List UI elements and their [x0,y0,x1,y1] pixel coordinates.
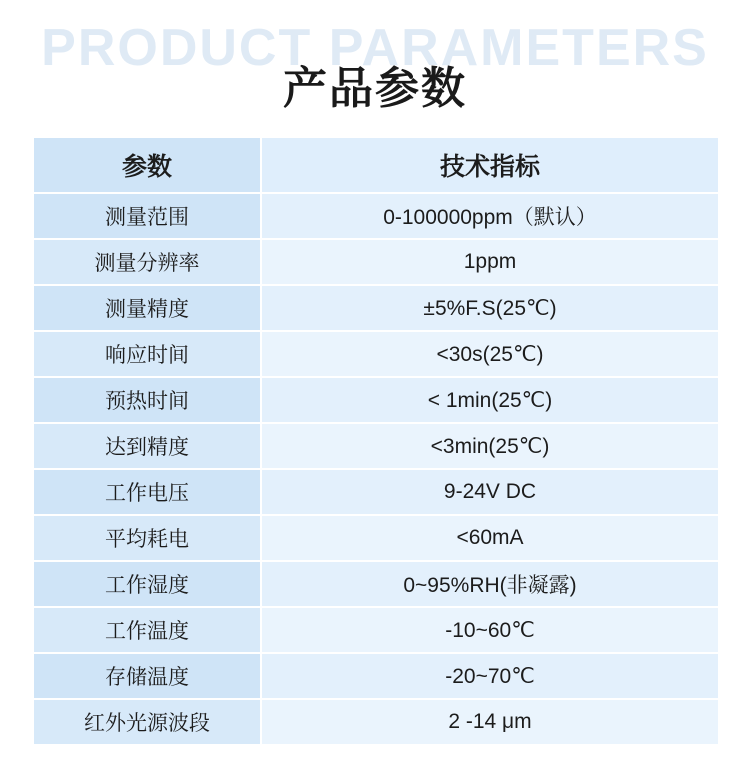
table-row [34,700,718,744]
row-param-name: 工作温度 [34,608,260,652]
row-param-name: 红外光源波段 [34,700,260,744]
row-param-value: < 1min(25℃) [262,378,718,422]
row-param-value: -10~60℃ [262,608,718,652]
row-param-value: ±5%F.S(25℃) [262,286,718,330]
row-param-value: 0~95%RH(非凝露) [262,562,718,606]
table-header-spec: 技术指标 [262,138,718,192]
table-row [34,562,718,606]
table-row [34,424,718,468]
row-param-value: <3min(25℃) [262,424,718,468]
parameters-table-wrapper [32,136,718,746]
table-row [34,654,718,698]
row-param-name: 测量精度 [34,286,260,330]
row-param-name: 测量范围 [34,194,260,238]
row-param-value: <30s(25℃) [262,332,718,376]
table-row [34,194,718,238]
row-param-name: 工作电压 [34,470,260,514]
row-param-value: 9-24V DC [262,470,718,514]
table-row [34,332,718,376]
row-param-name: 工作湿度 [34,562,260,606]
row-param-name: 平均耗电 [34,516,260,560]
row-param-value: <60mA [262,516,718,560]
table-header [34,138,718,192]
row-param-value: 2 -14 μm [262,700,718,744]
row-param-name: 达到精度 [34,424,260,468]
table-body [34,194,718,744]
row-param-name: 预热时间 [34,378,260,422]
row-param-value: -20~70℃ [262,654,718,698]
table-header-row [34,138,718,192]
row-param-value: 0-100000ppm（默认） [262,194,718,238]
table-row [34,378,718,422]
row-param-value: 1ppm [262,240,718,284]
row-param-name: 响应时间 [34,332,260,376]
row-param-name: 测量分辨率 [34,240,260,284]
table-row [34,470,718,514]
table-row [34,286,718,330]
background-watermark-title: PRODUCT PARAMETERS [41,19,709,77]
parameters-table [32,136,720,746]
row-param-name: 存储温度 [34,654,260,698]
page-title: 产品参数 [283,64,467,113]
table-row [34,516,718,560]
table-header-parameter: 参数 [34,138,260,192]
table-row [34,608,718,652]
table-row [34,240,718,284]
